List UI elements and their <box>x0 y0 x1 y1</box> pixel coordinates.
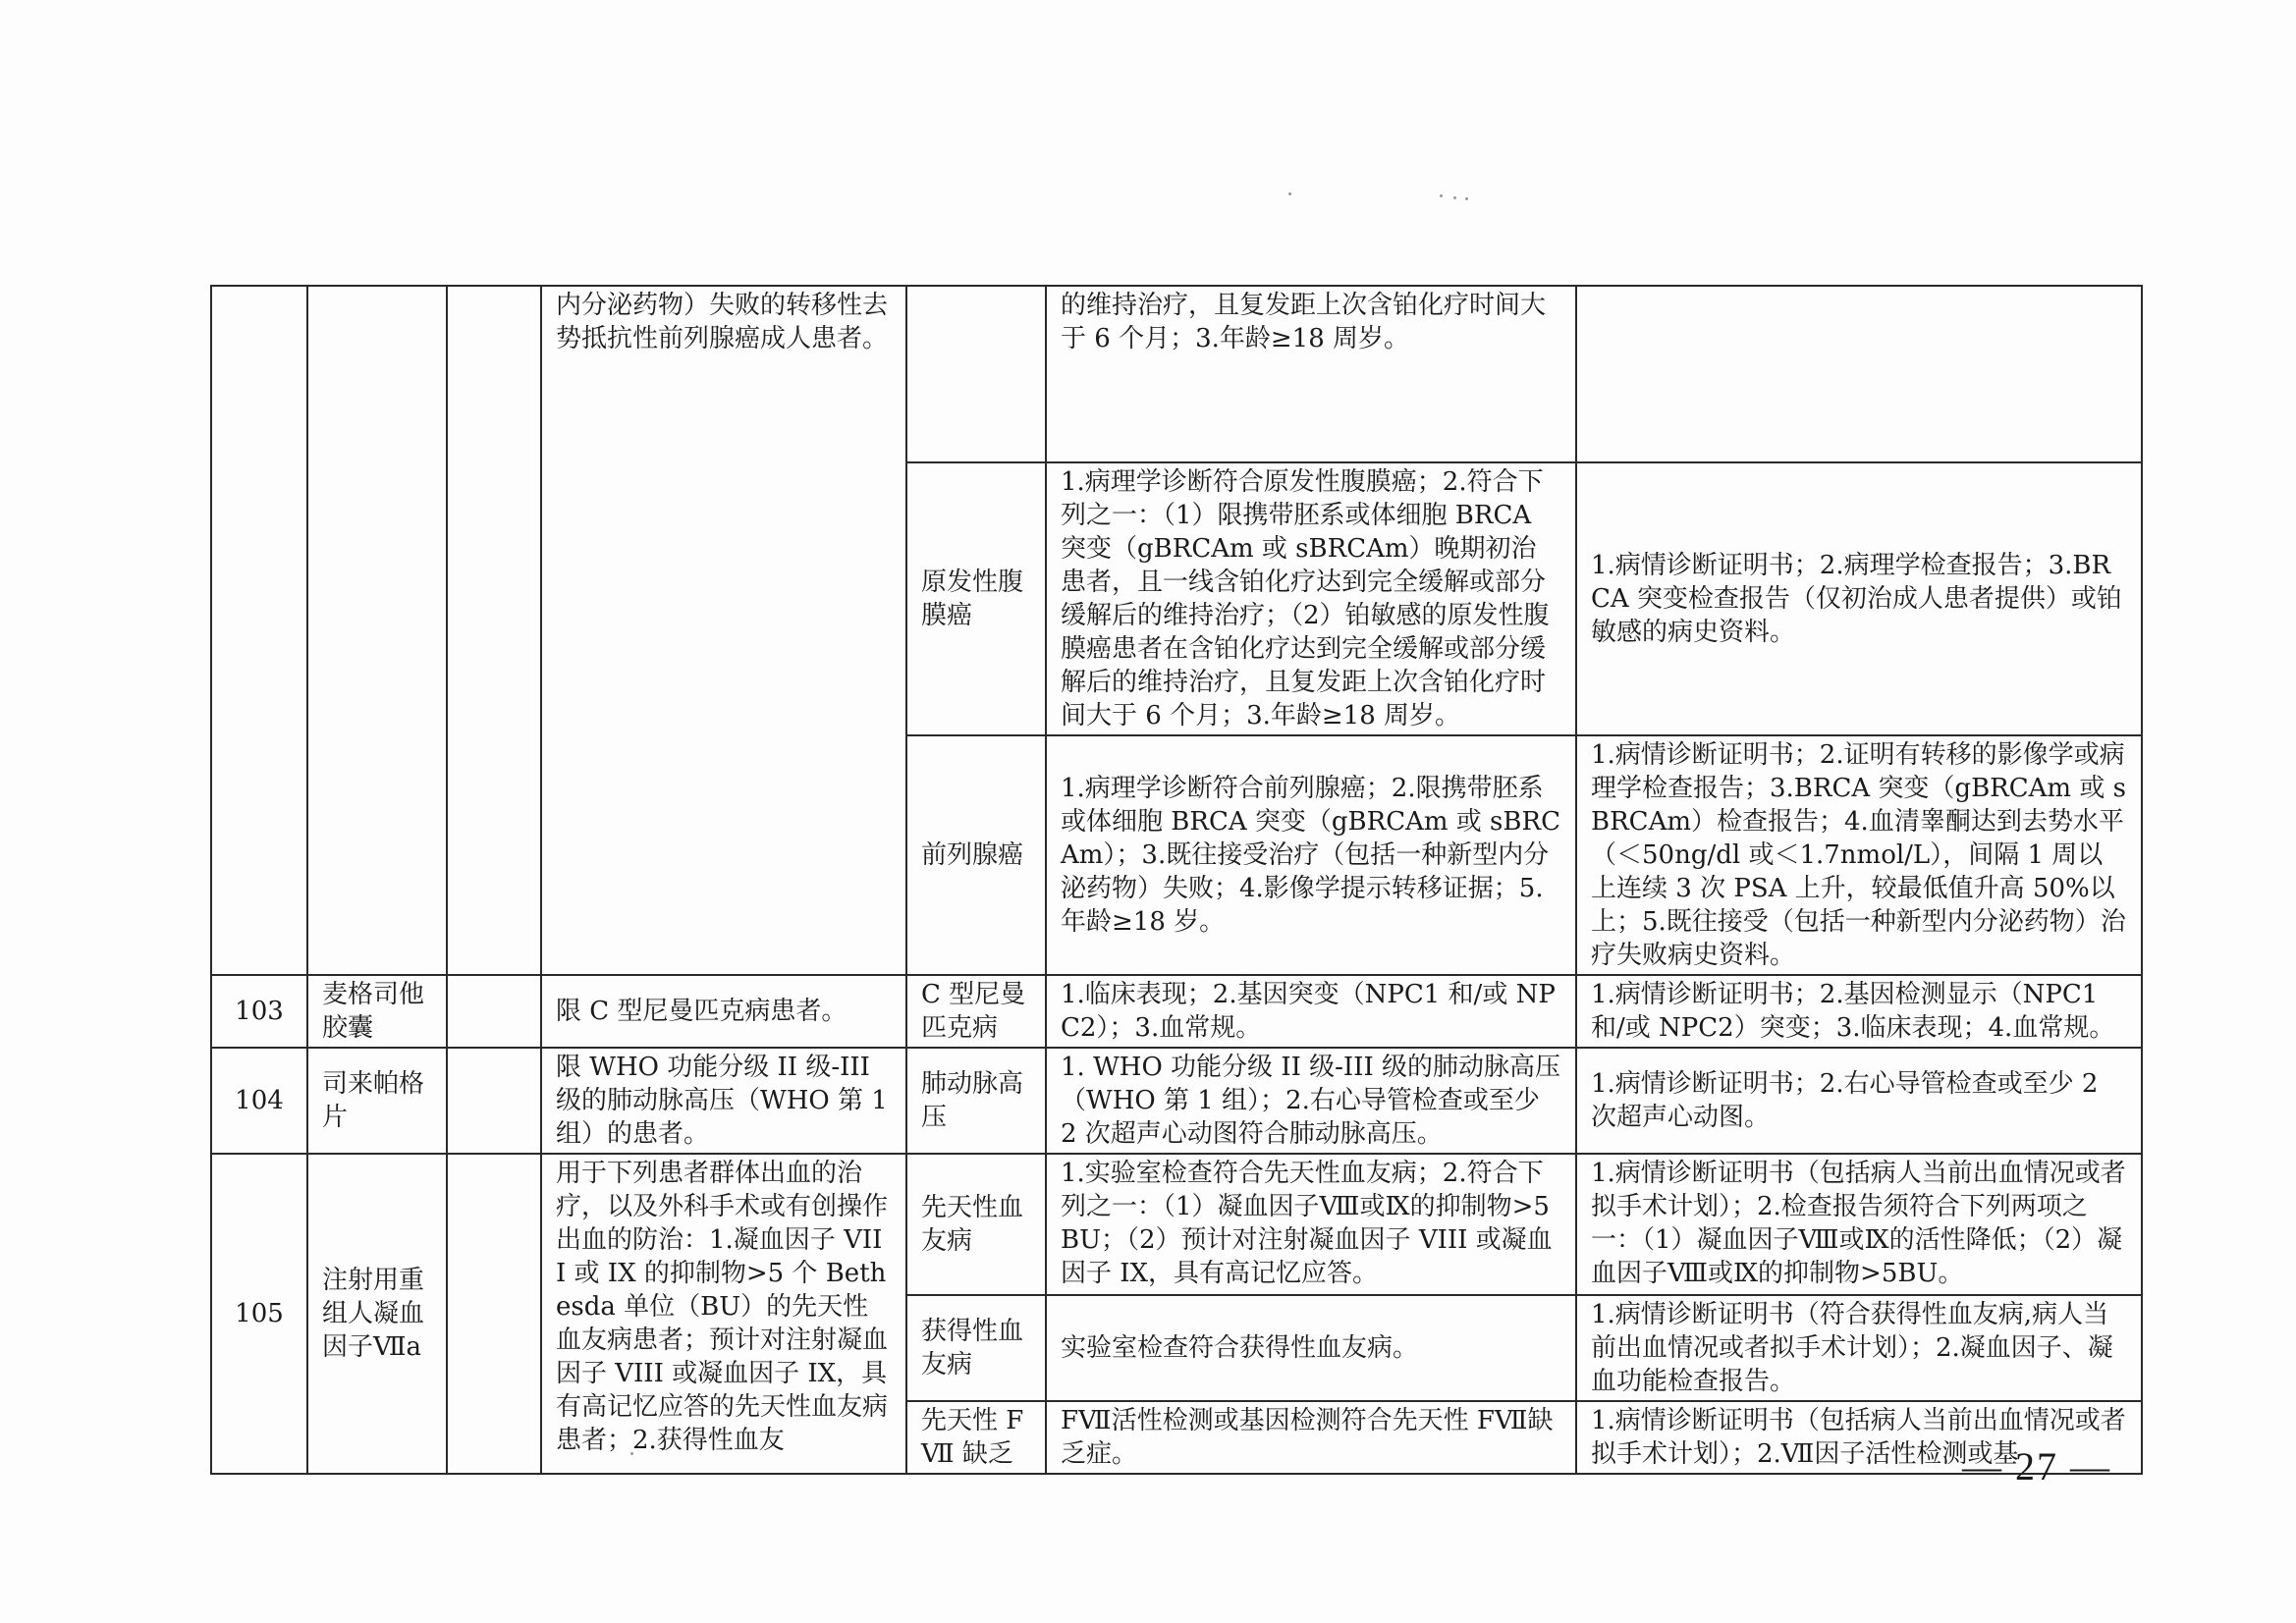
materials-cell: 1.病情诊断证明书（包括病人当前出血情况或者拟手术计划）；2.检查报告须符合下列两项之一：（1）凝血因子Ⅷ或Ⅸ的活性降低；（2）凝血因子Ⅷ或Ⅸ的抑制物>5BU。 <box>1576 1154 2142 1295</box>
criteria-cell: 1.病理学诊断符合前列腺癌；2.限携带胚系或体细胞 BRCA 突变（gBRCAm 或 sBRCAm）；3.既往接受治疗（包括一种新型内分泌药物）失败；4.影像学提示转移证据；5.年龄≥18 岁。 <box>1046 735 1576 975</box>
table-row <box>211 1048 2142 1154</box>
materials-cell: 1.病情诊断证明书（包括病人当前出血情况或者拟手术计划）；2.Ⅶ因子活性检测或基 <box>1576 1401 2142 1474</box>
materials-cell <box>1576 286 2142 462</box>
drug-name-cell: 司来帕格片 <box>307 1048 447 1154</box>
condition-cell: 先天性 FⅦ 缺乏 <box>906 1401 1046 1474</box>
page-number: — 27 — <box>1962 1444 2111 1488</box>
index-cell <box>211 286 307 975</box>
materials-cell: 1.病情诊断证明书；2.证明有转移的影像学或病理学检查报告；3.BRCA 突变（gBRCAm 或 sBRCAm）检查报告；4.血清睾酮达到去势水平（＜50ng/dl 或＜1.7nmol/L），间隔 1 周以上连续 3 次 PSA 上升，较最低值升高 50%以上；5.既往接受（包括一种新型内分泌药物）治疗失败病史资料。 <box>1576 735 2142 975</box>
index-cell: 104 <box>211 1048 307 1154</box>
scan-speck <box>1465 197 1468 200</box>
table-row <box>211 975 2142 1048</box>
criteria-cell: 1. WHO 功能分级 II 级-III 级的肺动脉高压（WHO 第 1 组）；2.右心导管检查或至少 2 次超声心动图符合肺动脉高压。 <box>1046 1048 1576 1154</box>
criteria-cell: 实验室检查符合获得性血友病。 <box>1046 1295 1576 1401</box>
index-cell: 105 <box>211 1154 307 1474</box>
code-cell <box>447 1048 541 1154</box>
criteria-cell: FⅦ活性检测或基因检测符合先天性 FⅦ缺乏症。 <box>1046 1401 1576 1474</box>
code-cell <box>447 1154 541 1474</box>
condition-cell <box>906 286 1046 462</box>
indication-cell: 限 C 型尼曼匹克病患者。 <box>541 975 906 1048</box>
condition-cell: 原发性腹膜癌 <box>906 462 1046 735</box>
indication-cell: 用于下列患者群体出血的治疗，以及外科手术或有创操作出血的防治：1.凝血因子 VIII 或 IX 的抑制物>5 个 Bethesda 单位（BU）的先天性血友病患者；预计对注射凝血因子 VIII 或凝血因子 IX，具有高记忆应答的先天性血友病患者；2.获得性血友 <box>541 1154 906 1474</box>
condition-cell: 前列腺癌 <box>906 735 1046 975</box>
criteria-cell: 1.实验室检查符合先天性血友病；2.符合下列之一：（1）凝血因子Ⅷ或Ⅸ的抑制物>5BU；（2）预计对注射凝血因子 VIII 或凝血因子 IX，具有高记忆应答。 <box>1046 1154 1576 1295</box>
code-cell <box>447 975 541 1048</box>
condition-cell: 肺动脉高压 <box>906 1048 1046 1154</box>
criteria-cell: 1.临床表现；2.基因突变（NPC1 和/或 NPC2）；3.血常规。 <box>1046 975 1576 1048</box>
materials-cell: 1.病情诊断证明书；2.右心导管检查或至少 2 次超声心动图。 <box>1576 1048 2142 1154</box>
table-row <box>211 286 2142 462</box>
drug-name-cell: 麦格司他胶囊 <box>307 975 447 1048</box>
indication-cell: 限 WHO 功能分级 II 级-III 级的肺动脉高压（WHO 第 1 组）的患者。 <box>541 1048 906 1154</box>
index-cell: 103 <box>211 975 307 1048</box>
criteria-cell: 的维持治疗，且复发距上次含铂化疗时间大于 6 个月；3.年龄≥18 周岁。 <box>1046 286 1576 462</box>
drug-name-cell: 注射用重组人凝血因子Ⅶa <box>307 1154 447 1474</box>
code-cell <box>447 286 541 975</box>
scan-speck <box>1288 192 1291 195</box>
materials-cell: 1.病情诊断证明书；2.基因检测显示（NPC1 和/或 NPC2）突变；3.临床表现；4.血常规。 <box>1576 975 2142 1048</box>
table-row <box>211 1154 2142 1295</box>
condition-cell: C 型尼曼匹克病 <box>906 975 1046 1048</box>
drug-name-cell <box>307 286 447 975</box>
condition-cell: 获得性血友病 <box>906 1295 1046 1401</box>
drug-condition-table <box>210 285 2143 1475</box>
criteria-cell: 1.病理学诊断符合原发性腹膜癌；2.符合下列之一：（1）限携带胚系或体细胞 BRCA 突变（gBRCAm 或 sBRCAm）晚期初治患者，且一线含铂化疗达到完全缓解或部分缓解后的维持治疗；（2）铂敏感的原发性腹膜癌患者在含铂化疗达到完全缓解或部分缓解后的维持治疗，且复发距上次含铂化疗时间大于 6 个月；3.年龄≥18 周岁。 <box>1046 462 1576 735</box>
materials-cell: 1.病情诊断证明书；2.病理学检查报告；3.BRCA 突变检查报告（仅初治成人患者提供）或铂敏感的病史资料。 <box>1576 462 2142 735</box>
scan-speck <box>1440 194 1443 197</box>
condition-cell: 先天性血友病 <box>906 1154 1046 1295</box>
scan-speck <box>1453 196 1456 199</box>
materials-cell: 1.病情诊断证明书（符合获得性血友病,病人当前出血情况或者拟手术计划）；2.凝血因子、凝血功能检查报告。 <box>1576 1295 2142 1401</box>
indication-cell: 内分泌药物）失败的转移性去势抵抗性前列腺癌成人患者。 <box>541 286 906 975</box>
